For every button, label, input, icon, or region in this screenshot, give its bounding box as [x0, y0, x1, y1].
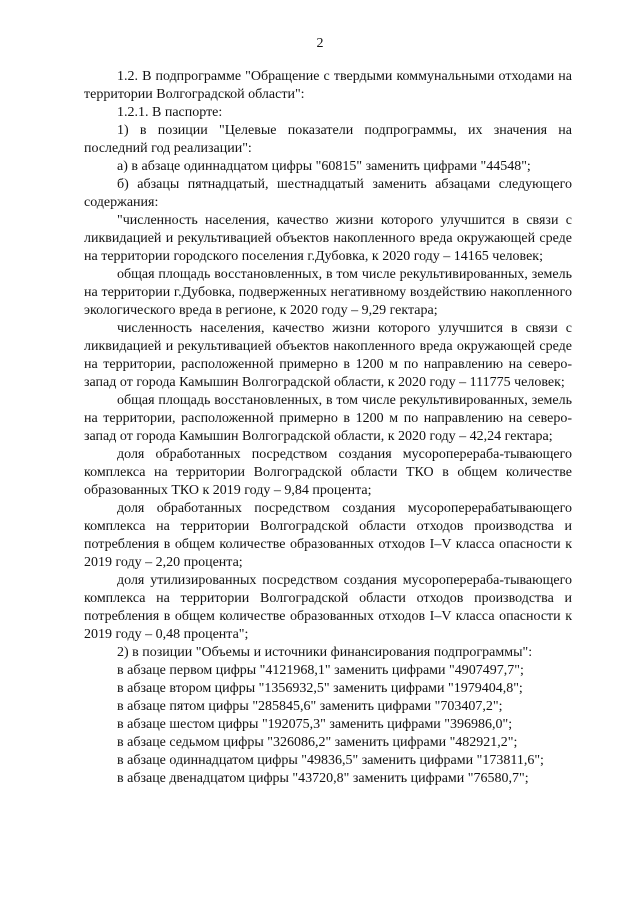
paragraph-funding-5: в абзаце пятом цифры "285845,6" заменить цифрами "703407,2"; [117, 699, 503, 714]
paragraph-1-2-heading: 1.2. В подпрограмме "Обращение с твердыми коммунальными отходами на территории Волгоградской области": [84, 69, 572, 102]
paragraph-funding-1: в абзаце первом цифры "4121968,1" заменить цифрами "4907497,7"; [117, 663, 524, 678]
paragraph-share-tko: доля обработанных посредством создания мусороперераба-тывающего комплекса на территории Волгоградской области ТКО в общем количестве образованных ТКО к 2019 году – 9,84 процента; [84, 447, 572, 498]
paragraph-area-kamyshin: общая площадь восстановленных, в том числе рекультивированных, земель на территории, расположенной примерно в 1200 м по направлению на северо-запад от города Камышин Волгоградской области, к 2020 году – 42,24 гектара; [84, 393, 572, 444]
paragraph-funding-2: в абзаце втором цифры "1356932,5" заменить цифрами "1979404,8"; [117, 681, 523, 696]
paragraph-share-processed: доля обработанных посредством создания мусороперерабатывающего комплекса на территории Волгоградской области отходов производства и потребления в общем количестве образованных отходов I–V класса опасности к 2019 году – 2,20 процента; [84, 501, 572, 570]
paragraph-share-utilized: доля утилизированных посредством создания мусороперераба-тывающего комплекса на территории Волгоградской области отходов производства и потребления в общем количестве образованных отходов I–V класса опасности к 2019 году – 0,48 процента"; [84, 573, 572, 642]
paragraph-funding-7: в абзаце седьмом цифры "326086,2" заменить цифрами "482921,2"; [117, 735, 518, 750]
paragraph-funding-6: в абзаце шестом цифры "192075,3" заменить цифрами "396986,0"; [117, 717, 513, 732]
paragraph-item-b: б) абзацы пятнадцатый, шестнадцатый заменить абзацами следующего содержания: [84, 177, 572, 210]
paragraph-funding-11: в абзаце одиннадцатом цифры "49836,5" заменить цифрами "173811,6"; [117, 753, 544, 768]
paragraph-1-2-1: 1.2.1. В паспорте: [117, 105, 223, 120]
paragraph-item-2: 2) в позиции "Объемы и источники финансирования подпрограммы": [117, 645, 533, 660]
paragraph-area-dubovka: общая площадь восстановленных, в том числе рекультивированных, земель на территории г.Дубовка, подверженных негативному воздействию накопленного экологического вреда в регионе, к 2020 году – 9,29 гектара; [84, 267, 572, 318]
document-body [84, 68, 572, 788]
paragraph-item-1: 1) в позиции "Целевые показатели подпрограммы, их значения на последний год реализации": [84, 123, 572, 156]
page-number: 2 [316, 36, 324, 51]
paragraph-population-dubovka: "численность населения, качество жизни которого улучшится в связи с ликвидацией и рекультивацией объектов накопленного вреда окружающей среде на территории городского поселения г.Дубовка, к 2020 году – 14165 человек; [84, 213, 572, 264]
paragraph-funding-12: в абзаце двенадцатом цифры "43720,8" заменить цифрами "76580,7"; [117, 771, 529, 786]
paragraph-population-kamyshin: численность населения, качество жизни которого улучшится в связи с ликвидацией и рекультивацией объектов накопленного вреда окружающей среде на территории, расположенной примерно в 1200 м по направлению на северо-запад от города Камышин Волгоградской области, к 2020 году – 111775 человек; [84, 321, 572, 390]
paragraph-item-a: а) в абзаце одиннадцатом цифры "60815" заменить цифрами "44548"; [117, 159, 531, 174]
